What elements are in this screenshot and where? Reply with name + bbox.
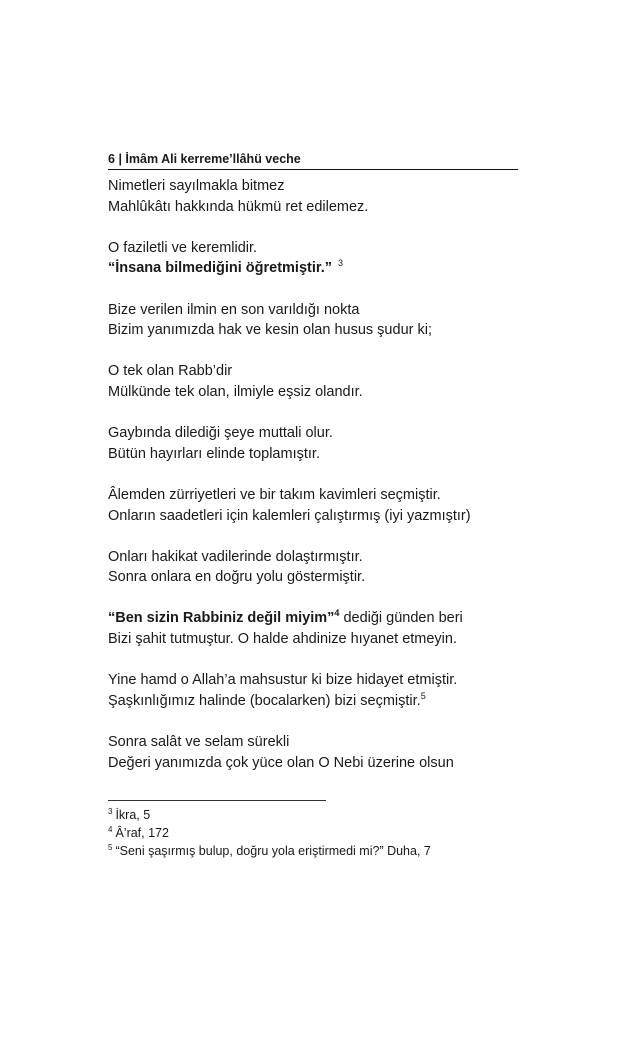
footnote-marker: 5 — [108, 843, 113, 852]
stanza-1 — [108, 176, 520, 217]
stanza-9 — [108, 670, 520, 711]
verse-line: Nimetleri sayılmakla bitmez — [108, 178, 285, 194]
verse-line: O faziletli ve keremlidir. — [108, 239, 258, 256]
page-number: 6 — [108, 152, 115, 166]
verse-line: Mahlûkâtı hakkında hükmü ret edilemez. — [108, 198, 369, 215]
footnote-text: Â’raf, 172 — [115, 826, 169, 840]
stanza-8 — [108, 608, 520, 649]
footnote-divider — [108, 800, 326, 801]
verse-line: Bizi şahit tutmuştur. O halde ahdinize hıyanet etmeyin. — [108, 631, 457, 648]
footnote-ref-3[interactable]: 3 — [338, 258, 344, 269]
stanza-2 — [108, 238, 520, 279]
verse-line — [108, 608, 520, 629]
header-title: İmâm Ali kerreme’llâhü veche — [125, 152, 301, 166]
running-header — [108, 151, 518, 170]
verse-line: Yine hamd o Allah’a mahsustur ki bize hidayet etmiştir. — [108, 672, 458, 689]
stanza-4 — [108, 361, 520, 402]
verse-line: Onların saadetleri için kalemleri çalıştırmış (iyi yazmıştır) — [108, 507, 471, 524]
footnotes — [108, 806, 528, 860]
verse-line: Bize verilen ilmin en son varıldığı nokta — [108, 301, 360, 318]
verse-line — [108, 258, 520, 279]
quoted-verse: “Ben sizin Rabbiniz değil miyim” — [108, 610, 335, 627]
verse-line: Bütün hayırları elinde toplamıştır. — [108, 445, 320, 462]
verse-line: Mülkünde tek olan, ilmiyle eşsiz olandır. — [108, 383, 363, 400]
stanza-6 — [108, 485, 520, 526]
stanza-10 — [108, 732, 520, 773]
verse-line: Değeri yanımızda çok yüce olan O Nebi üzerine olsun — [108, 754, 454, 771]
stanza-5 — [108, 423, 520, 464]
verse-text: Şaşkınlığımız halinde (bocalarken) bizi seçmiştir. — [108, 692, 421, 709]
verse-continuation: dediği günden beri — [339, 610, 463, 627]
verse-line: Sonra onlara en doğru yolu göstermiştir. — [108, 569, 366, 586]
verse-line: Bizim yanımızda hak ve kesin olan husus şudur ki; — [108, 322, 432, 339]
footnote-text: İkra, 5 — [115, 808, 151, 822]
stanza-3 — [108, 300, 520, 341]
verse-line: Sonra salât ve selam sürekli — [108, 734, 290, 751]
stanza-7 — [108, 547, 520, 588]
quoted-verse: “İnsana bilmediğini öğretmiştir.” — [108, 260, 332, 277]
footnote-item — [108, 824, 528, 842]
footnote-marker: 4 — [108, 825, 113, 834]
verse-line — [108, 691, 520, 712]
poem-body — [108, 176, 520, 794]
footnote-item — [108, 842, 528, 860]
footnote-text: “Seni şaşırmış bulup, doğru yola eriştirmedi mi?” Duha, 7 — [115, 844, 431, 858]
footnote-marker: 3 — [108, 807, 113, 816]
footnote-ref-5[interactable]: 5 — [420, 690, 426, 701]
verse-line: Âlemden zürriyetleri ve bir takım kavimleri seçmiştir. — [108, 486, 441, 503]
footnote-item — [108, 806, 528, 824]
verse-line: O tek olan Rabb’dir — [108, 363, 233, 380]
verse-line: Onları hakikat vadilerinde dolaştırmıştır. — [108, 548, 363, 565]
verse-line: Gaybında dilediği şeye muttali olur. — [108, 425, 333, 442]
header-separator: | — [118, 152, 122, 166]
footnote-ref-4[interactable]: 4 — [334, 608, 340, 619]
